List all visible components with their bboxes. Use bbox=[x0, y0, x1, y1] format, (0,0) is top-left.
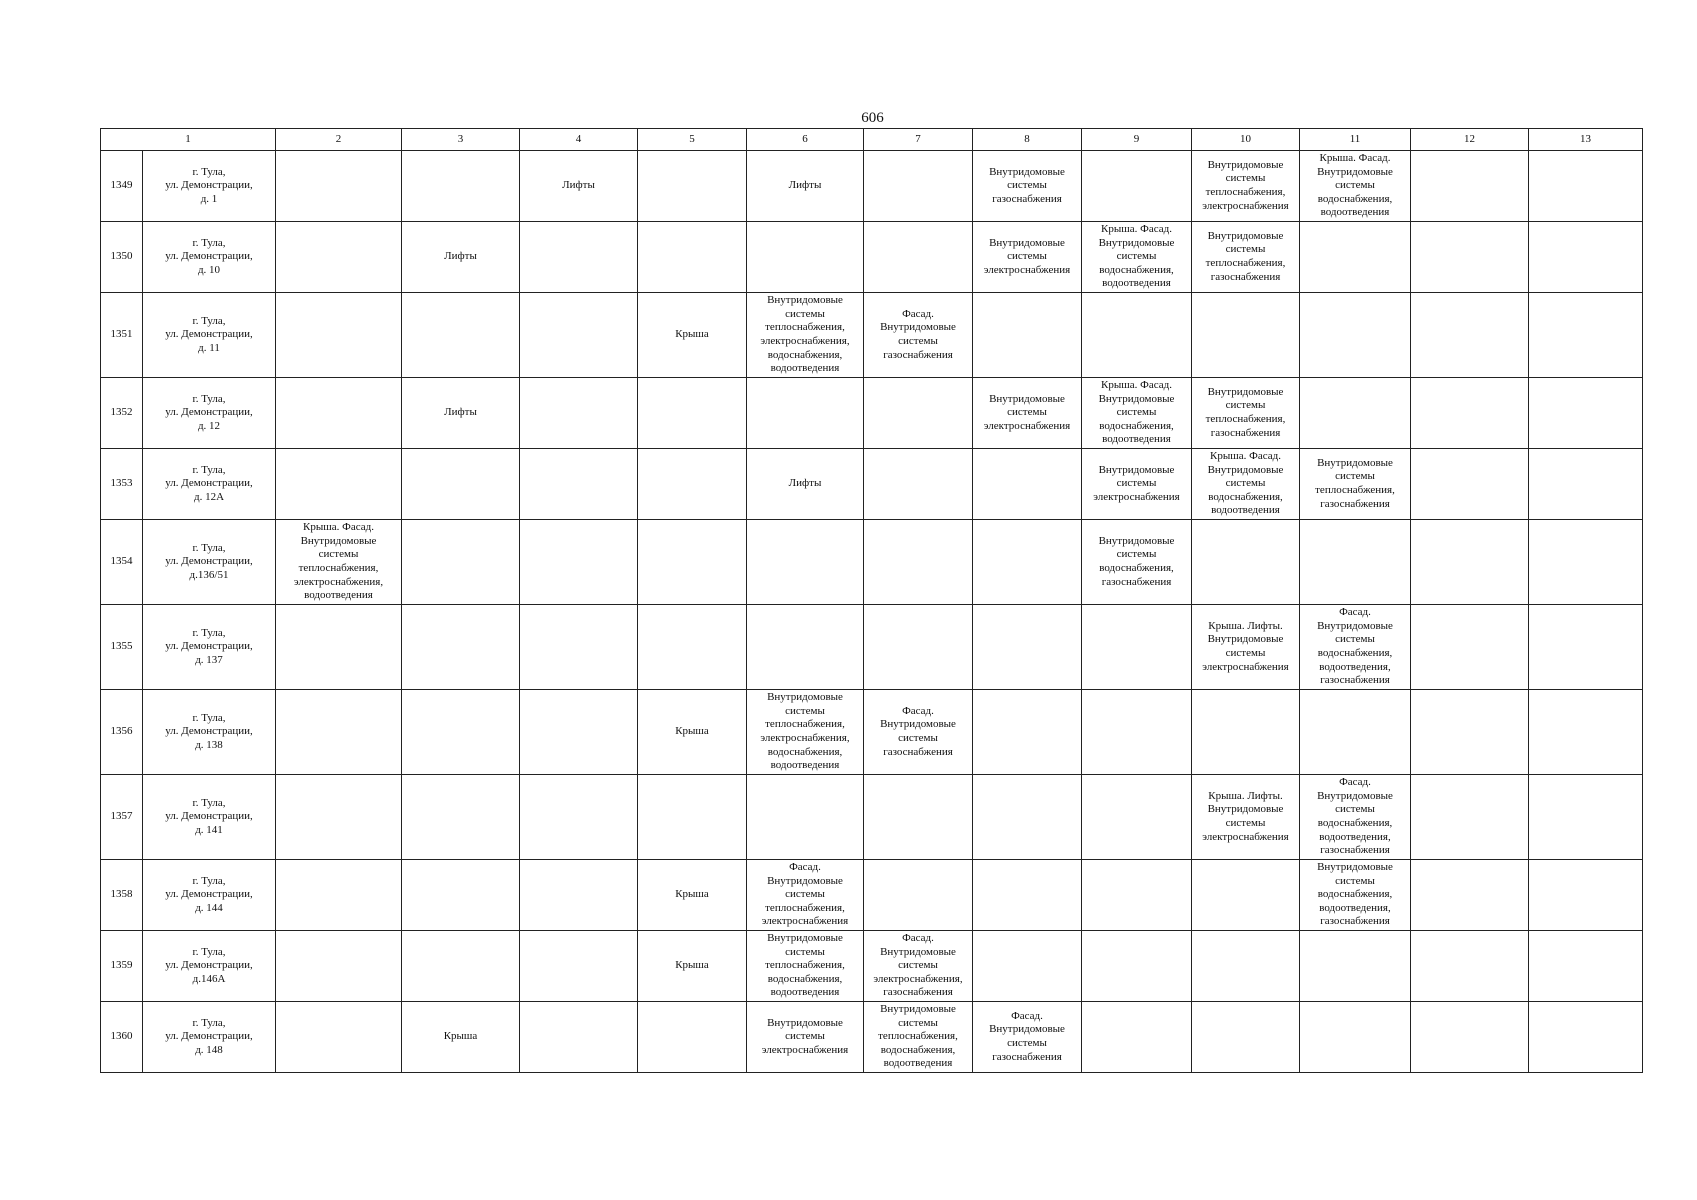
table-cell-col-12 bbox=[1411, 378, 1529, 449]
table-cell-col-6 bbox=[747, 378, 864, 449]
table-cell-col-12 bbox=[1411, 449, 1529, 520]
table-cell-col-10 bbox=[1192, 293, 1300, 378]
table-cell-col-13 bbox=[1529, 931, 1643, 1002]
table-cell-col-12 bbox=[1411, 1002, 1529, 1073]
table-row bbox=[101, 690, 1643, 775]
table-cell-col-8 bbox=[973, 775, 1082, 860]
column-header-8: 8 bbox=[973, 129, 1082, 151]
address-cell: г. Тула, ул. Демонстрации, д. 148 bbox=[143, 1002, 276, 1073]
address-cell: г. Тула, ул. Демонстрации, д. 138 bbox=[143, 690, 276, 775]
table-cell-col-5 bbox=[638, 520, 747, 605]
table-cell-col-6: Лифты bbox=[747, 449, 864, 520]
row-number-cell: 1359 bbox=[101, 931, 143, 1002]
page-number: 606 bbox=[861, 110, 884, 126]
address-cell: г. Тула, ул. Демонстрации, д. 144 bbox=[143, 860, 276, 931]
table-cell-col-9 bbox=[1082, 775, 1192, 860]
table-cell-col-2 bbox=[276, 449, 402, 520]
table-cell-col-5: Крыша bbox=[638, 690, 747, 775]
column-header-12: 12 bbox=[1411, 129, 1529, 151]
table-cell-col-11 bbox=[1300, 222, 1411, 293]
table-cell-col-4 bbox=[520, 222, 638, 293]
address-cell: г. Тула, ул. Демонстрации, д. 141 bbox=[143, 775, 276, 860]
table-cell-col-6: Внутридомовые системы теплоснабжения, электроснабжения, водоснабжения, водоотведения bbox=[747, 690, 864, 775]
row-number-cell: 1355 bbox=[101, 605, 143, 690]
row-number-cell: 1357 bbox=[101, 775, 143, 860]
table-cell-col-7: Фасад. Внутридомовые системы электроснабжения, газоснабжения bbox=[864, 931, 973, 1002]
table-cell-col-7 bbox=[864, 222, 973, 293]
address-cell: г. Тула, ул. Демонстрации, д. 137 bbox=[143, 605, 276, 690]
table-cell-col-5 bbox=[638, 605, 747, 690]
row-number-cell: 1351 bbox=[101, 293, 143, 378]
column-header-11: 11 bbox=[1300, 129, 1411, 151]
table-cell-col-7 bbox=[864, 449, 973, 520]
table-cell-col-7: Фасад. Внутридомовые системы газоснабжения bbox=[864, 690, 973, 775]
address-cell: г. Тула, ул. Демонстрации, д. 10 bbox=[143, 222, 276, 293]
table-cell-col-11 bbox=[1300, 1002, 1411, 1073]
table-cell-col-2 bbox=[276, 151, 402, 222]
column-header-4: 4 bbox=[520, 129, 638, 151]
table-cell-col-3: Крыша bbox=[402, 1002, 520, 1073]
table-cell-col-11: Внутридомовые системы водоснабжения, водоотведения, газоснабжения bbox=[1300, 860, 1411, 931]
table-cell-col-3 bbox=[402, 931, 520, 1002]
table-cell-col-8 bbox=[973, 449, 1082, 520]
table-cell-col-8: Внутридомовые системы электроснабжения bbox=[973, 222, 1082, 293]
table-cell-col-12 bbox=[1411, 690, 1529, 775]
table-cell-col-3 bbox=[402, 293, 520, 378]
address-cell: г. Тула, ул. Демонстрации, д. 1 bbox=[143, 151, 276, 222]
table-row bbox=[101, 605, 1643, 690]
table-cell-col-6 bbox=[747, 605, 864, 690]
address-cell: г. Тула, ул. Демонстрации, д. 12А bbox=[143, 449, 276, 520]
table-cell-col-7 bbox=[864, 378, 973, 449]
table-cell-col-9 bbox=[1082, 931, 1192, 1002]
table-cell-col-5 bbox=[638, 449, 747, 520]
address-cell: г. Тула, ул. Демонстрации, д.146А bbox=[143, 931, 276, 1002]
table-cell-col-3 bbox=[402, 151, 520, 222]
column-header-10: 10 bbox=[1192, 129, 1300, 151]
table-cell-col-13 bbox=[1529, 449, 1643, 520]
table-cell-col-2 bbox=[276, 293, 402, 378]
table-cell-col-8 bbox=[973, 293, 1082, 378]
table-cell-col-5 bbox=[638, 151, 747, 222]
table-cell-col-7 bbox=[864, 520, 973, 605]
table-cell-col-10 bbox=[1192, 931, 1300, 1002]
table-cell-col-12 bbox=[1411, 151, 1529, 222]
table-cell-col-8: Фасад. Внутридомовые системы газоснабжения bbox=[973, 1002, 1082, 1073]
table-cell-col-11: Фасад. Внутридомовые системы водоснабжения, водоотведения, газоснабжения bbox=[1300, 775, 1411, 860]
table-cell-col-4 bbox=[520, 605, 638, 690]
table-cell-col-2 bbox=[276, 222, 402, 293]
table-cell-col-3: Лифты bbox=[402, 378, 520, 449]
table-cell-col-10 bbox=[1192, 1002, 1300, 1073]
table-cell-col-5: Крыша bbox=[638, 293, 747, 378]
row-number-cell: 1349 bbox=[101, 151, 143, 222]
table-cell-col-9: Крыша. Фасад. Внутридомовые системы водоснабжения, водоотведения bbox=[1082, 222, 1192, 293]
column-header-9: 9 bbox=[1082, 129, 1192, 151]
column-header-2: 2 bbox=[276, 129, 402, 151]
table-cell-col-13 bbox=[1529, 378, 1643, 449]
table-cell-col-4 bbox=[520, 293, 638, 378]
table-cell-col-8 bbox=[973, 860, 1082, 931]
table-cell-col-7 bbox=[864, 151, 973, 222]
table-cell-col-9: Внутридомовые системы водоснабжения, газоснабжения bbox=[1082, 520, 1192, 605]
row-number-cell: 1352 bbox=[101, 378, 143, 449]
table-cell-col-13 bbox=[1529, 1002, 1643, 1073]
table-cell-col-10: Внутридомовые системы теплоснабжения, газоснабжения bbox=[1192, 222, 1300, 293]
table-cell-col-9 bbox=[1082, 151, 1192, 222]
header-row bbox=[101, 129, 1643, 151]
table-cell-col-12 bbox=[1411, 520, 1529, 605]
row-number-cell: 1356 bbox=[101, 690, 143, 775]
table-cell-col-7: Внутридомовые системы теплоснабжения, водоснабжения, водоотведения bbox=[864, 1002, 973, 1073]
register-table bbox=[100, 128, 1643, 1073]
table-row bbox=[101, 931, 1643, 1002]
row-number-cell: 1353 bbox=[101, 449, 143, 520]
table-cell-col-2 bbox=[276, 860, 402, 931]
table-row bbox=[101, 222, 1643, 293]
table-cell-col-2 bbox=[276, 775, 402, 860]
column-header-3: 3 bbox=[402, 129, 520, 151]
table-cell-col-10: Крыша. Лифты. Внутридомовые системы электроснабжения bbox=[1192, 775, 1300, 860]
table-cell-col-13 bbox=[1529, 605, 1643, 690]
row-number-cell: 1354 bbox=[101, 520, 143, 605]
table-cell-col-10: Крыша. Фасад. Внутридомовые системы водоснабжения, водоотведения bbox=[1192, 449, 1300, 520]
table-cell-col-4 bbox=[520, 449, 638, 520]
table-cell-col-13 bbox=[1529, 690, 1643, 775]
table-cell-col-13 bbox=[1529, 293, 1643, 378]
table-cell-col-11 bbox=[1300, 520, 1411, 605]
table-cell-col-12 bbox=[1411, 222, 1529, 293]
table-cell-col-8 bbox=[973, 690, 1082, 775]
table-cell-col-8: Внутридомовые системы газоснабжения bbox=[973, 151, 1082, 222]
table-cell-col-6 bbox=[747, 222, 864, 293]
column-header-7: 7 bbox=[864, 129, 973, 151]
table-cell-col-4 bbox=[520, 520, 638, 605]
column-header-13: 13 bbox=[1529, 129, 1643, 151]
table-cell-col-13 bbox=[1529, 520, 1643, 605]
table-cell-col-4 bbox=[520, 1002, 638, 1073]
table-cell-col-12 bbox=[1411, 931, 1529, 1002]
table-cell-col-6: Внутридомовые системы теплоснабжения, электроснабжения, водоснабжения, водоотведения bbox=[747, 293, 864, 378]
table-cell-col-6 bbox=[747, 775, 864, 860]
table-cell-col-4 bbox=[520, 775, 638, 860]
table-cell-col-3 bbox=[402, 520, 520, 605]
table-cell-col-3 bbox=[402, 449, 520, 520]
table-cell-col-7 bbox=[864, 775, 973, 860]
table-cell-col-5 bbox=[638, 222, 747, 293]
table-cell-col-8: Внутридомовые системы электроснабжения bbox=[973, 378, 1082, 449]
table-row bbox=[101, 1002, 1643, 1073]
table-cell-col-11 bbox=[1300, 931, 1411, 1002]
table-cell-col-8 bbox=[973, 605, 1082, 690]
table-cell-col-9 bbox=[1082, 690, 1192, 775]
table-cell-col-2 bbox=[276, 690, 402, 775]
table-cell-col-4 bbox=[520, 378, 638, 449]
column-header-1: 1 bbox=[101, 129, 276, 151]
table-cell-col-13 bbox=[1529, 775, 1643, 860]
row-number-cell: 1358 bbox=[101, 860, 143, 931]
table-cell-col-6: Внутридомовые системы теплоснабжения, водоснабжения, водоотведения bbox=[747, 931, 864, 1002]
table-cell-col-13 bbox=[1529, 151, 1643, 222]
table-cell-col-2 bbox=[276, 1002, 402, 1073]
table-cell-col-4 bbox=[520, 860, 638, 931]
table-cell-col-9: Крыша. Фасад. Внутридомовые системы водоснабжения, водоотведения bbox=[1082, 378, 1192, 449]
table-cell-col-7: Фасад. Внутридомовые системы газоснабжения bbox=[864, 293, 973, 378]
table-cell-col-10: Крыша. Лифты. Внутридомовые системы электроснабжения bbox=[1192, 605, 1300, 690]
table-cell-col-2 bbox=[276, 931, 402, 1002]
table-cell-col-4 bbox=[520, 690, 638, 775]
table-cell-col-10 bbox=[1192, 520, 1300, 605]
table-cell-col-10 bbox=[1192, 860, 1300, 931]
table-cell-col-2: Крыша. Фасад. Внутридомовые системы теплоснабжения, электроснабжения, водоотведения bbox=[276, 520, 402, 605]
table-cell-col-10: Внутридомовые системы теплоснабжения, газоснабжения bbox=[1192, 378, 1300, 449]
table-cell-col-12 bbox=[1411, 293, 1529, 378]
address-cell: г. Тула, ул. Демонстрации, д. 12 bbox=[143, 378, 276, 449]
table-cell-col-7 bbox=[864, 860, 973, 931]
table-cell-col-6: Лифты bbox=[747, 151, 864, 222]
table-cell-col-6 bbox=[747, 520, 864, 605]
table-cell-col-13 bbox=[1529, 860, 1643, 931]
table-cell-col-2 bbox=[276, 378, 402, 449]
row-number-cell: 1360 bbox=[101, 1002, 143, 1073]
table-cell-col-11 bbox=[1300, 690, 1411, 775]
column-header-5: 5 bbox=[638, 129, 747, 151]
table-cell-col-8 bbox=[973, 931, 1082, 1002]
table-cell-col-11: Крыша. Фасад. Внутридомовые системы водоснабжения, водоотведения bbox=[1300, 151, 1411, 222]
table-row bbox=[101, 449, 1643, 520]
table-cell-col-6: Фасад. Внутридомовые системы теплоснабжения, электроснабжения bbox=[747, 860, 864, 931]
table-cell-col-12 bbox=[1411, 860, 1529, 931]
table-row bbox=[101, 151, 1643, 222]
table-cell-col-4 bbox=[520, 931, 638, 1002]
table-row bbox=[101, 860, 1643, 931]
table-row bbox=[101, 378, 1643, 449]
table-cell-col-12 bbox=[1411, 605, 1529, 690]
table-cell-col-6: Внутридомовые системы электроснабжения bbox=[747, 1002, 864, 1073]
table-cell-col-5 bbox=[638, 775, 747, 860]
table-cell-col-9: Внутридомовые системы электроснабжения bbox=[1082, 449, 1192, 520]
address-cell: г. Тула, ул. Демонстрации, д.136/51 bbox=[143, 520, 276, 605]
table-cell-col-5 bbox=[638, 1002, 747, 1073]
table-cell-col-10: Внутридомовые системы теплоснабжения, электроснабжения bbox=[1192, 151, 1300, 222]
table-row bbox=[101, 775, 1643, 860]
table-cell-col-5: Крыша bbox=[638, 860, 747, 931]
table-cell-col-8 bbox=[973, 520, 1082, 605]
table-cell-col-3: Лифты bbox=[402, 222, 520, 293]
table-cell-col-10 bbox=[1192, 690, 1300, 775]
table-cell-col-11: Внутридомовые системы теплоснабжения, газоснабжения bbox=[1300, 449, 1411, 520]
table-cell-col-7 bbox=[864, 605, 973, 690]
table-cell-col-2 bbox=[276, 605, 402, 690]
address-cell: г. Тула, ул. Демонстрации, д. 11 bbox=[143, 293, 276, 378]
table-cell-col-11 bbox=[1300, 378, 1411, 449]
table-cell-col-4: Лифты bbox=[520, 151, 638, 222]
table-cell-col-9 bbox=[1082, 860, 1192, 931]
table-cell-col-5 bbox=[638, 378, 747, 449]
table-cell-col-3 bbox=[402, 860, 520, 931]
table-row bbox=[101, 293, 1643, 378]
table-cell-col-12 bbox=[1411, 775, 1529, 860]
table-cell-col-3 bbox=[402, 690, 520, 775]
table-cell-col-9 bbox=[1082, 605, 1192, 690]
table-cell-col-9 bbox=[1082, 293, 1192, 378]
table-cell-col-9 bbox=[1082, 1002, 1192, 1073]
row-number-cell: 1350 bbox=[101, 222, 143, 293]
column-header-6: 6 bbox=[747, 129, 864, 151]
table-cell-col-5: Крыша bbox=[638, 931, 747, 1002]
table-cell-col-11: Фасад. Внутридомовые системы водоснабжения, водоотведения, газоснабжения bbox=[1300, 605, 1411, 690]
table-cell-col-3 bbox=[402, 775, 520, 860]
table-cell-col-13 bbox=[1529, 222, 1643, 293]
table-cell-col-3 bbox=[402, 605, 520, 690]
table-row bbox=[101, 520, 1643, 605]
table-cell-col-11 bbox=[1300, 293, 1411, 378]
